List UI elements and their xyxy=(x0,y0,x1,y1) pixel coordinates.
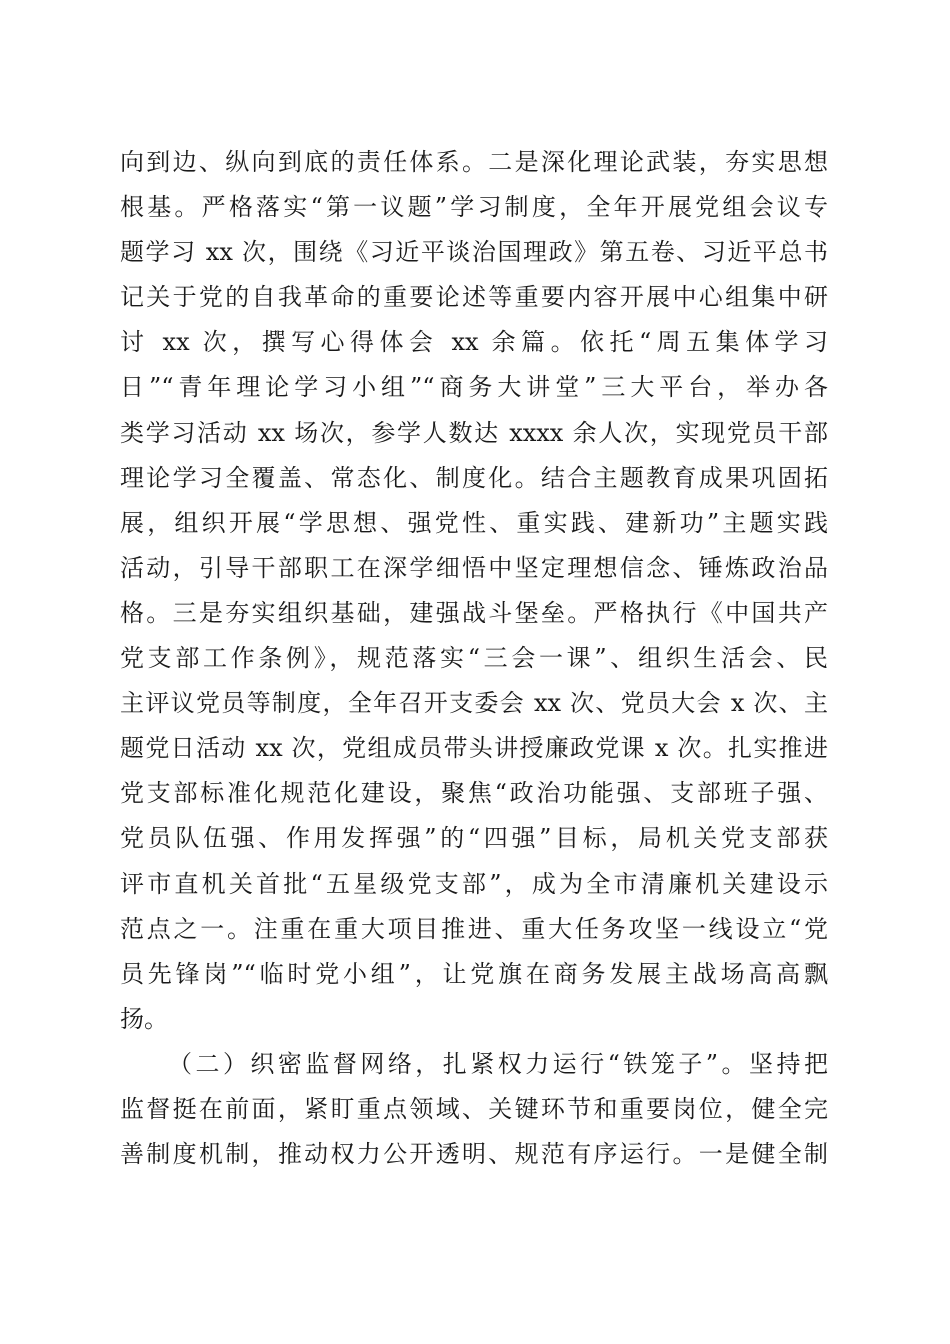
text-line: 党员队伍强、作用发挥强”的“四强”目标，局机关党支部获 xyxy=(120,824,828,853)
text-line: 监督挺在前面，紧盯重点领域、关键环节和重要岗位，健全完 xyxy=(120,1094,828,1123)
text-line: 展，组织开展“学思想、强党性、重实践、建新功”主题实践 xyxy=(120,508,828,537)
text-line: 向到边、纵向到底的责任体系。二是深化理论武装，夯实思想 xyxy=(120,148,828,176)
text-line: 党支部标准化规范化建设，聚焦“政治功能强、支部班子强、 xyxy=(120,779,828,808)
text-line: 类学习活动 xx 场次，参学人数达 xxxx 余人次，实现党员干部 xyxy=(120,418,828,447)
text-line: 评市直机关首批“五星级党支部”，成为全市清廉机关建设示 xyxy=(120,869,828,898)
paragraph-2 xyxy=(120,1042,828,1177)
text-line: 格。三是夯实组织基础，建强战斗堡垒。严格执行《中国共产 xyxy=(120,598,828,627)
text-line: 活动，引导干部职工在深学细悟中坚定理想信念、锤炼政治品 xyxy=(120,553,828,582)
text-line: 理论学习全覆盖、常态化、制度化。结合主题教育成果巩固拓 xyxy=(120,463,828,492)
text-line: 日”“青年理论学习小组”“商务大讲堂”三大平台，举办各 xyxy=(120,373,828,402)
document-body xyxy=(120,140,828,1177)
text-line: 题学习 xx 次，围绕《习近平谈治国理政》第五卷、习近平总书 xyxy=(120,238,828,267)
text-line: 讨 xx 次，撰写心得体会 xx 余篇。依托“周五集体学习 xyxy=(120,328,828,357)
text-line: 题党日活动 xx 次，党组成员带头讲授廉政党课 x 次。扎实推进 xyxy=(120,734,828,763)
text-line: 党支部工作条例》，规范落实“三会一课”、组织生活会、民 xyxy=(120,644,828,673)
text-line: 范点之一。注重在重大项目推进、重大任务攻坚一线设立“党 xyxy=(120,914,828,943)
text-line: 主评议党员等制度，全年召开支委会 xx 次、党员大会 x 次、主 xyxy=(120,689,828,718)
text-line: 员先锋岗”“临时党小组”，让党旗在商务发展主战场高高飘 xyxy=(120,959,828,988)
text-line: 记关于党的自我革命的重要论述等重要内容开展中心组集中研 xyxy=(120,283,828,312)
paragraph-1 xyxy=(120,140,828,1042)
text-line: 根基。严格落实“第一议题”学习制度，全年开展党组会议专 xyxy=(120,193,828,222)
text-line: 善制度机制，推动权力公开透明、规范有序运行。一是健全制 xyxy=(120,1140,828,1169)
text-line: 扬。 xyxy=(120,1004,168,1033)
text-line-heading: （二）织密监督网络，扎紧权力运行“铁笼子”。坚持把 xyxy=(168,1049,828,1078)
